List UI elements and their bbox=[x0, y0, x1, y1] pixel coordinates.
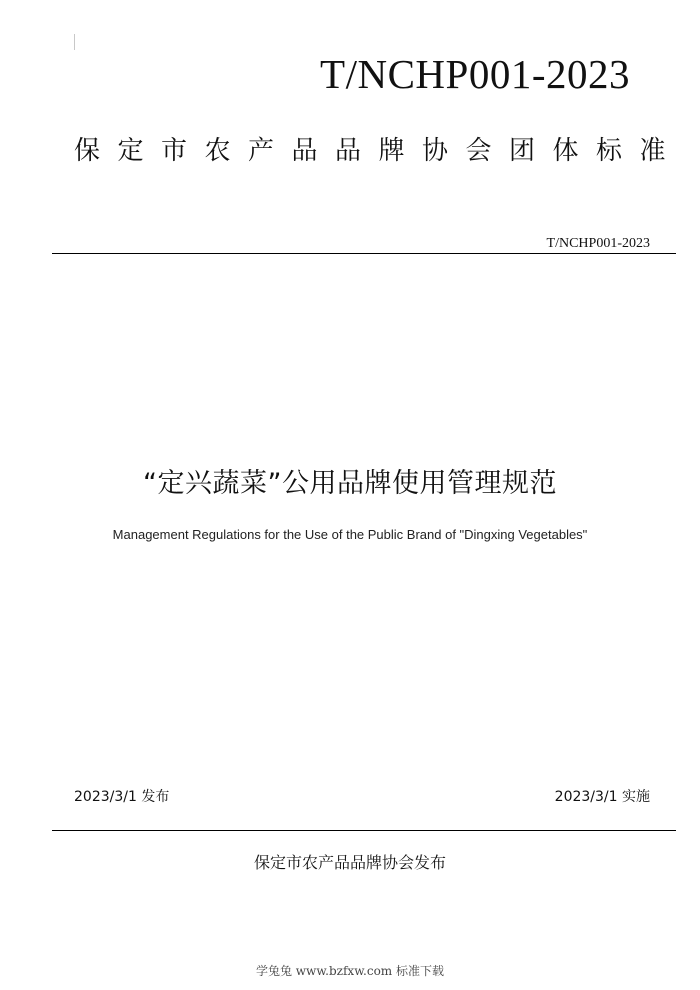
standard-code: T/NCHP001-2023 bbox=[320, 51, 630, 97]
document-title-english: Management Regulations for the Use of the Public Brand of "Dingxing Vegetables" bbox=[112, 527, 588, 542]
effective-date: 2023/3/1 实施 bbox=[554, 789, 650, 805]
header-standard-code: T/NCHP001-2023 bbox=[546, 236, 650, 251]
standard-type-title: 保定市农产品品牌协会团体标准 bbox=[74, 136, 684, 166]
footer-divider bbox=[52, 830, 676, 831]
watermark-text: 学兔兔 www.bzfxw.com 标准下载 bbox=[255, 964, 445, 978]
header-divider bbox=[52, 253, 676, 254]
publisher: 保定市农产品品牌协会发布 bbox=[253, 853, 446, 872]
margin-mark bbox=[74, 34, 75, 50]
document-title: “定兴蔬菜”公用品牌使用管理规范 bbox=[143, 468, 557, 499]
publish-date: 2023/3/1 发布 bbox=[74, 789, 170, 805]
